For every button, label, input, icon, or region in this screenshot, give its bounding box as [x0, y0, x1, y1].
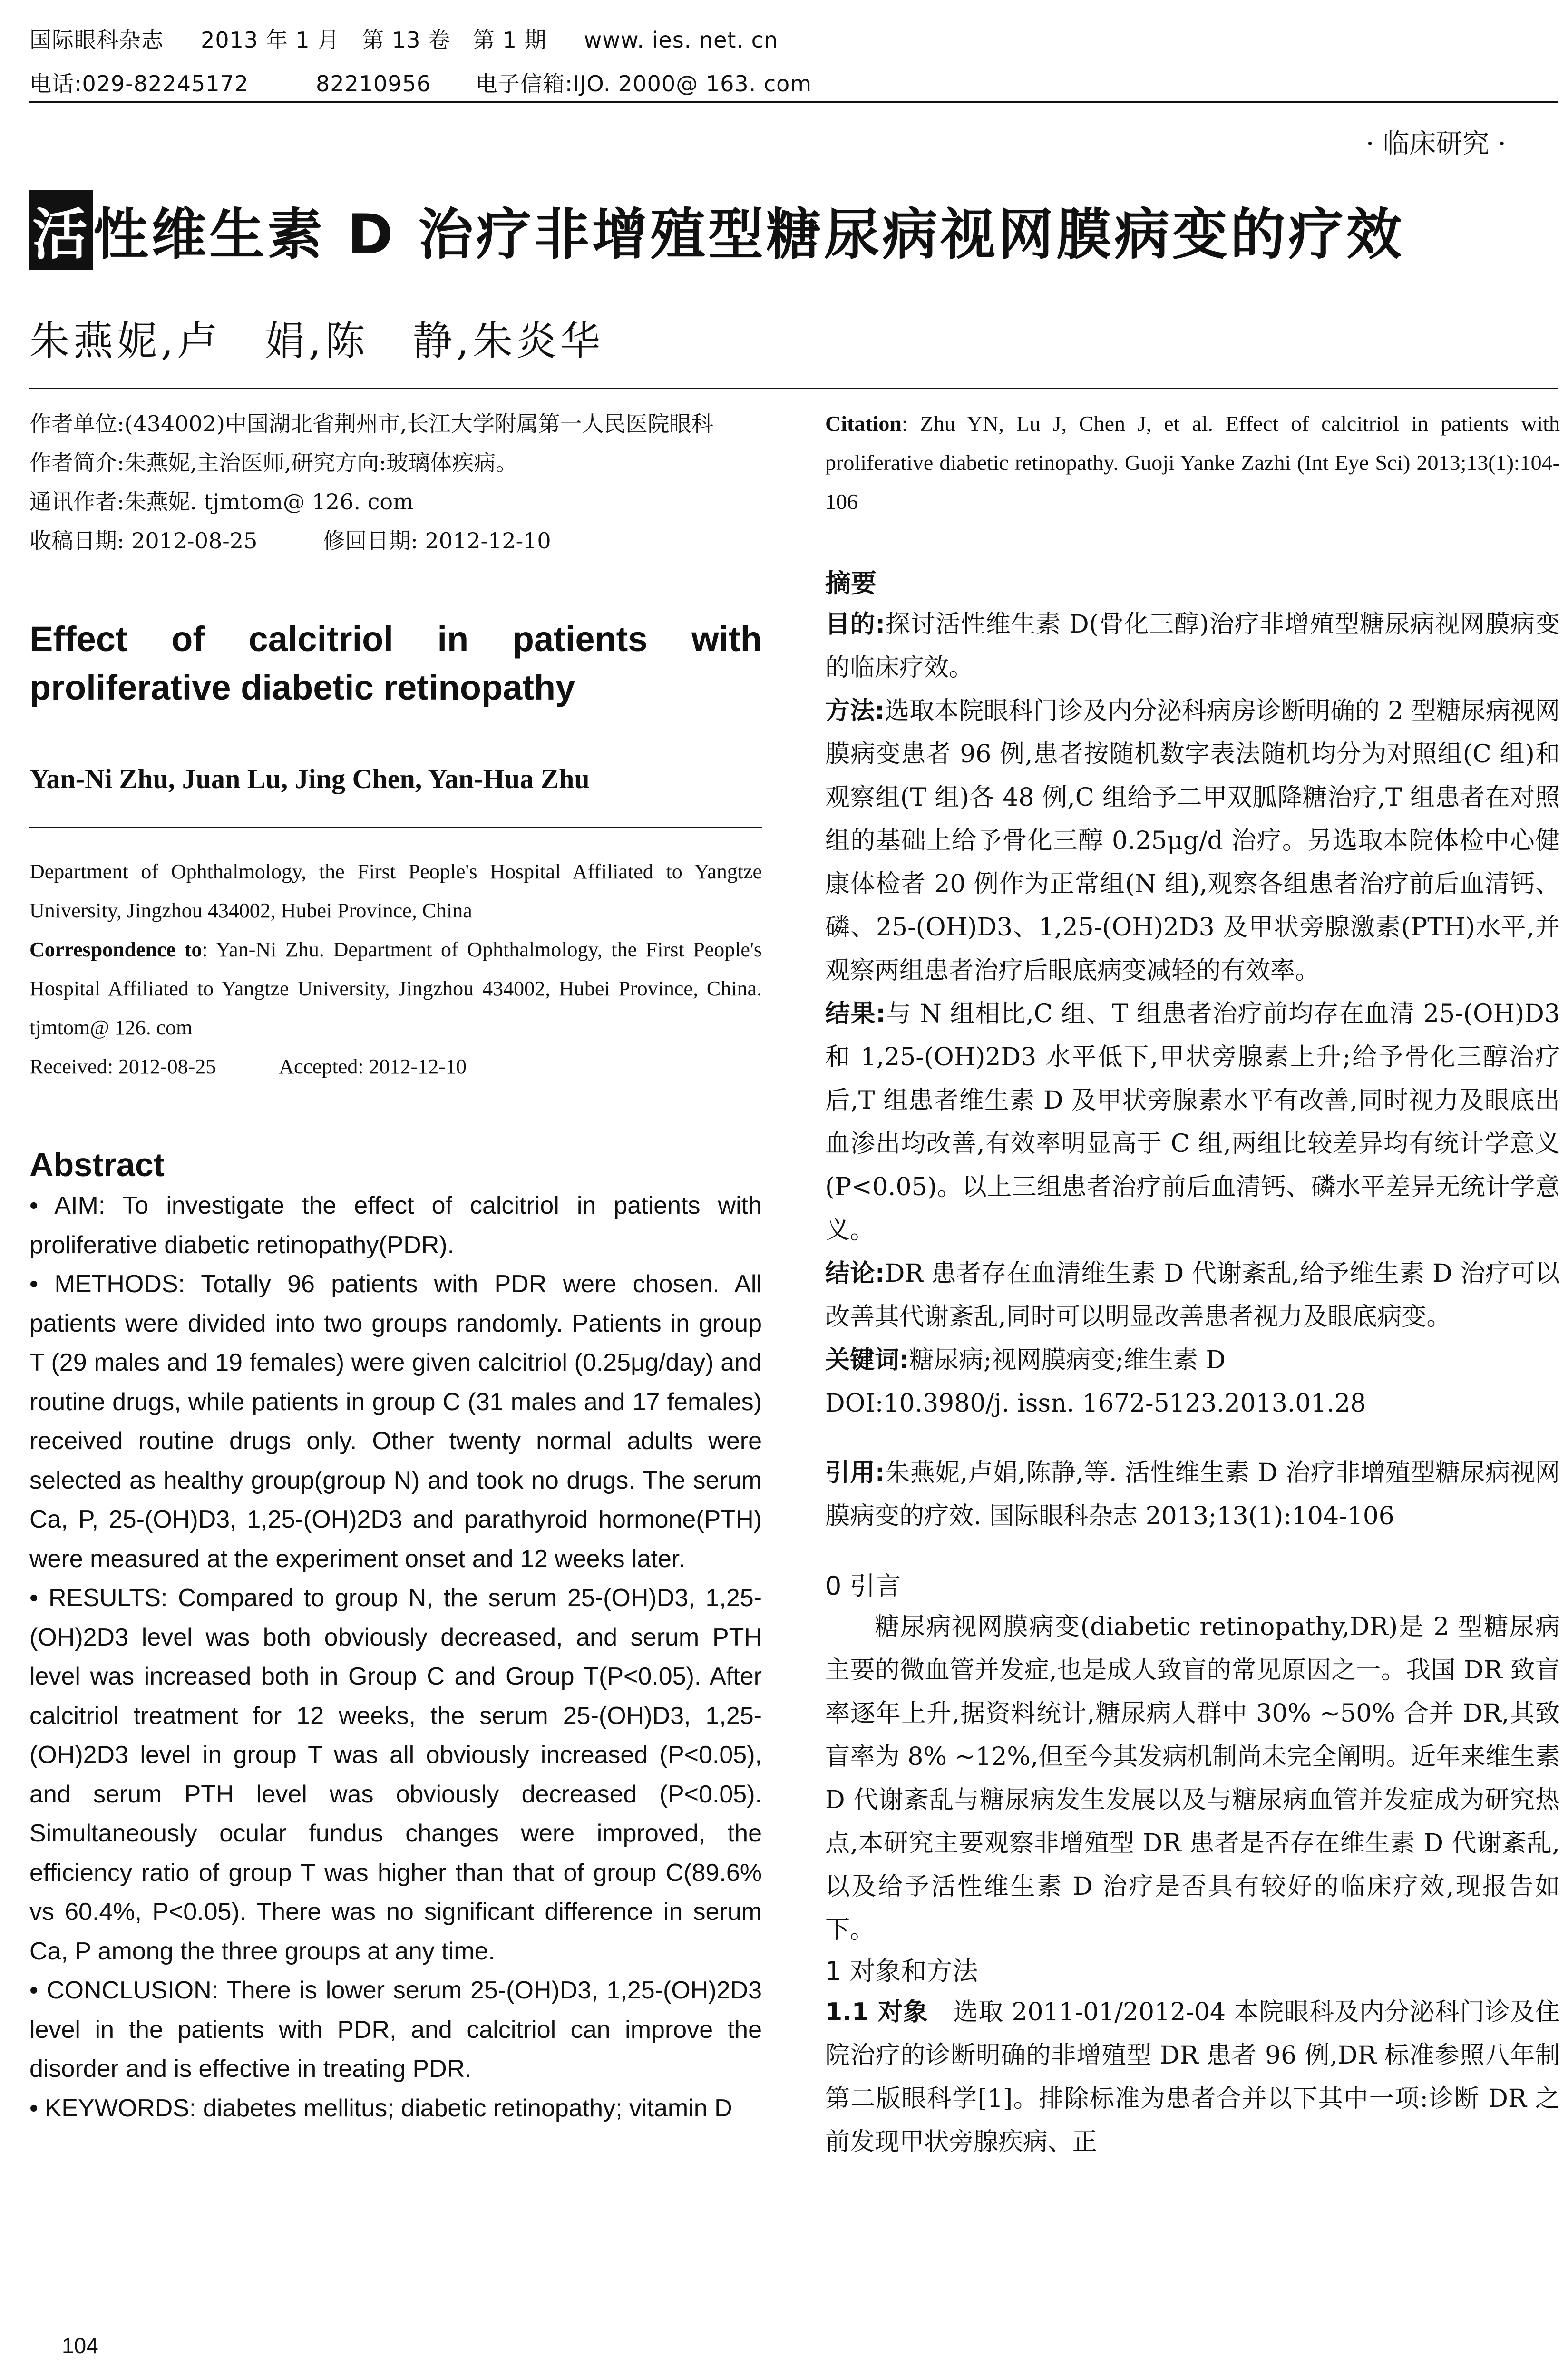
abstract-methods: • METHODS: Totally 96 patients with PDR were chosen. All patients were divided into two groups randomly. Patients in group T (29 males and 19 females) were given calcitriol (0.25μg/day) and routine drugs, while patients in group C (31 males and 17 females) received routine drugs only. Other twenty normal adults were selected as healthy group(group N) and took no drugs. The serum Ca, P, 25-(OH)D3, 1,25-(OH)2D3 and parathyroid hormone(PTH) were measured at the experiment onset and 12 weeks later.: [29, 1270, 762, 1573]
methods-text: 选取 2011-01/2012-04 本院眼科及内分泌科门诊及住院治疗的诊断明确的非增殖型 DR 患者 96 例,DR 标准参照八年制第二版眼科学[1]。排除标准为患者合并以下其中一项:诊断 DR 之前发现甲状旁腺疾病、正: [825, 1998, 1560, 2156]
english-correspondence: [29, 930, 762, 1047]
authors-zh: 朱燕妮,卢 娟,陈 静,朱炎华: [29, 318, 604, 364]
english-department: Department of Ophthalmology, the First People's Hospital Affiliated to Yangtze University, Jingzhou 434002, Hubei Province, China: [29, 860, 762, 922]
zh-keywords-label: 关键词:: [825, 1346, 909, 1374]
zh-methods-label: 方法:: [825, 697, 885, 725]
meta-affiliation: 作者单位:(434002)中国湖北省荆州市,长江大学附属第一人民医院眼科: [29, 411, 713, 437]
page-number: 104: [62, 2333, 98, 2358]
correspondence-text: : Yan-Ni Zhu. Department of Ophthalmology, the First People's Hospital Affiliated to Yangtze University, Jingzhou 434002, Hubei Province, China. tjmtom@ 126. com: [29, 938, 762, 1039]
zh-cite-label: 引用:: [825, 1459, 885, 1487]
intro-block: [825, 1606, 1560, 1952]
meta-block: [29, 404, 762, 560]
zh-aim-text: 探讨活性维生素 D(骨化三醇)治疗非增殖型糖尿病视网膜病变的临床疗效。: [825, 610, 1560, 682]
zh-doi: DOI:10.3980/j. issn. 1672-5123.2013.01.28: [825, 1389, 1366, 1418]
zh-keywords-text: 糖尿病;视网膜病变;维生素 D: [909, 1346, 1226, 1374]
abstract-keywords: • KEYWORDS: diabetes mellitus; diabetic retinopathy; vitamin D: [29, 2094, 732, 2122]
zh-aim-label: 目的:: [825, 610, 886, 639]
authors-rule: [29, 388, 1558, 389]
meta-correspondence: 通讯作者:朱燕妮. tjmtom@ 126. com: [29, 489, 414, 515]
english-affiliation-block: [29, 852, 762, 1086]
english-authors-rule: [29, 827, 762, 828]
zh-aim: [825, 603, 1560, 690]
title-first-char: 活: [29, 190, 93, 270]
section-tag: · 临床研究 ·: [1365, 128, 1506, 159]
methods-heading: 1 对象和方法: [825, 1956, 978, 1986]
journal-header-line-2: [29, 67, 812, 98]
methods-para: [825, 1991, 1560, 2164]
correspondence-label: Correspondence to: [29, 938, 202, 961]
meta-bio: 作者简介:朱燕妮,主治医师,研究方向:玻璃体疾病。: [29, 450, 518, 476]
citation-text: : Zhu YN, Lu J, Chen J, et al. Effect of calcitriol in patients with proliferative diabetic retinopathy. Guoji Yanke Zazhi (Int Eye Sci) 2013;13(1):104-106: [825, 411, 1560, 514]
abstract-heading: Abstract: [29, 1146, 165, 1183]
english-abstract: [29, 1186, 762, 2128]
intro-heading: 0 引言: [825, 1571, 901, 1601]
journal-name: 国际眼科杂志: [29, 27, 164, 53]
header-rule: [29, 101, 1558, 103]
citation-label: Citation: [825, 411, 902, 436]
methods-sub-label: 1.1 对象: [825, 1998, 928, 2026]
english-title: Effect of calcitriol in patients with proliferative diabetic retinopathy: [29, 619, 762, 707]
zh-cite: [825, 1452, 1560, 1538]
journal-email: 电子信箱:IJO. 2000@ 163. com: [475, 71, 812, 97]
zh-results: [825, 993, 1560, 1252]
methods-block: [825, 1991, 1560, 2164]
zh-conclusion-text: DR 患者存在血清维生素 D 代谢紊乱,给予维生素 D 治疗可以改善其代谢紊乱,同时可以明显改善患者视力及眼底病变。: [825, 1259, 1560, 1331]
journal-phone: 电话:029-82245172 82210956: [29, 71, 431, 97]
citation-block: [825, 404, 1560, 521]
abstract-conclusion: • CONCLUSION: There is lower serum 25-(OH)D3, 1,25-(OH)2D3 level in the patients with PDR, and calcitriol can improve the disorder and is effective in treating PDR.: [29, 1977, 762, 2083]
journal-header-line-1: [29, 23, 778, 54]
right-column: [825, 404, 1560, 2164]
journal-issue: 2013 年 1 月 第 13 卷 第 1 期: [201, 27, 547, 53]
zh-abstract-heading: 摘要: [825, 568, 877, 598]
left-column: [29, 404, 762, 2128]
title-rest: 性维生素 D 治疗非增殖型糖尿病视网膜病变的疗效: [93, 203, 1405, 267]
zh-conclusion-label: 结论:: [825, 1259, 885, 1288]
zh-results-label: 结果:: [825, 1000, 886, 1028]
zh-abstract: [825, 603, 1560, 1538]
intro-text: 糖尿病视网膜病变(diabetic retinopathy,DR)是 2 型糖尿病主要的微血管并发症,也是成人致盲的常见原因之一。我国 DR 致盲率逐年上升,据资料统计,糖尿病人群中 30% ~50% 合并 DR,其致盲率为 8% ~12%,但至今其发病机制尚未完全阐明。近年来维生素 D 代谢紊乱与糖尿病发生发展以及与糖尿病血管并发症成为研究热点,本研究主要观察非增殖型 DR 患者是否存在维生素 D 代谢紊乱,以及给予活性维生素 D 治疗是否具有较好的临床疗效,现报告如下。: [825, 1613, 1560, 1944]
article-title: [29, 190, 1404, 270]
english-received: Received: 2012-08-25 Accepted: 2012-12-10: [29, 1055, 467, 1078]
abstract-results: • RESULTS: Compared to group N, the serum 25-(OH)D3, 1,25-(OH)2D3 level was both obviously decreased, and serum PTH level was increased both in Group C and Group T(P<0.05). After calcitriol treatment for 12 weeks, the serum 25-(OH)D3, 1,25-(OH)2D3 level in group T was all obviously increased (P<0.05), and serum PTH level was obviously decreased (P<0.05). Simultaneously ocular fundus changes were improved, the efficiency ratio of group T was higher than that of group C(89.6% vs 60.4%, P<0.05). There was no significant difference in serum Ca, P among the three groups at any time.: [29, 1584, 762, 1965]
zh-results-text: 与 N 组相比,C 组、T 组患者治疗前均存在血清 25-(OH)D3 和 1,25-(OH)2D3 水平低下,甲状旁腺素上升;给予骨化三醇治疗后,T 组患者维生素 D 及甲状旁腺素水平有改善,同时视力及眼底出血渗出均改善,有效率明显高于 C 组,两组比较差异均有统计学意义(P<0.05)。以上三组患者治疗前后血清钙、磷水平差异无统计学意义。: [825, 1000, 1560, 1245]
english-authors: Yan-Ni Zhu, Juan Lu, Jing Chen, Yan-Hua Zhu: [29, 763, 590, 794]
zh-keywords: [825, 1339, 1560, 1382]
zh-conclusion: [825, 1252, 1560, 1339]
zh-methods-text: 选取本院眼科门诊及内分泌科病房诊断明确的 2 型糖尿病视网膜病变患者 96 例,患者按随机数字表法随机均分为对照组(C 组)和观察组(T 组)各 48 例,C 组给予二甲双胍降糖治疗,T 组患者在对照组的基础上给予骨化三醇 0.25μg/d 治疗。另选取本院体检中心健康体检者 20 例作为正常组(N 组),观察各组患者治疗前后血清钙、磷、25-(OH)D3、1,25-(OH)2D3 及甲状旁腺激素(PTH)水平,并观察两组患者治疗后眼底病变减轻的有效率。: [825, 697, 1560, 985]
zh-methods: [825, 690, 1560, 993]
meta-dates: 收稿日期: 2012-08-25 修回日期: 2012-12-10: [29, 528, 551, 554]
zh-cite-text: 朱燕妮,卢娟,陈静,等. 活性维生素 D 治疗非增殖型糖尿病视网膜病变的疗效. 国际眼科杂志 2013;13(1):104-106: [825, 1459, 1560, 1530]
journal-website: www. ies. net. cn: [584, 27, 779, 53]
abstract-aim: • AIM: To investigate the effect of calcitriol in patients with proliferative diabetic retinopathy(PDR).: [29, 1192, 762, 1259]
